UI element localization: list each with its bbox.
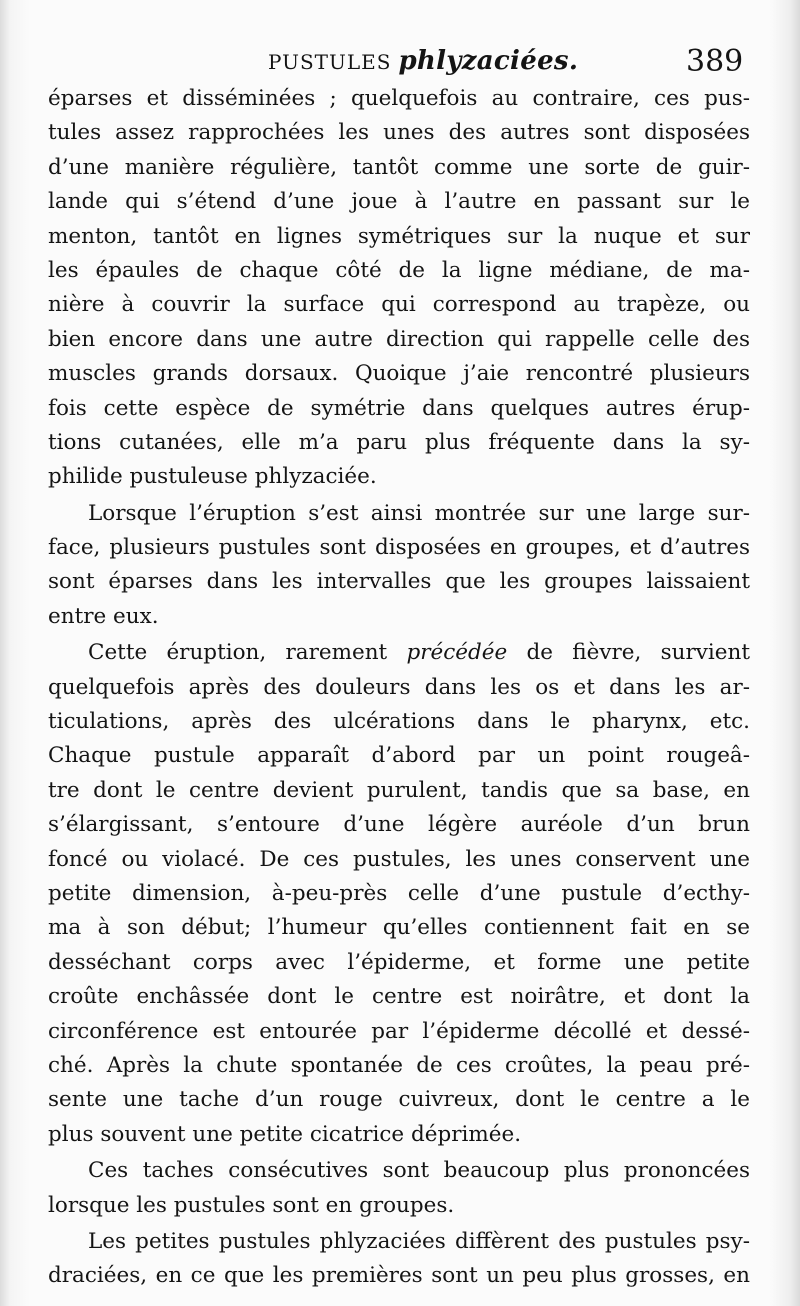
text-line: tules assez rapprochées les unes des autres sont disposées [48,120,750,146]
page-header [0,44,800,84]
text-line: fois cette espèce de symétrie dans quelques autres érup- [48,395,750,421]
text-line: nière à couvrir la surface qui correspond au trapèze, ou [48,292,750,318]
paragraph-first-line: Ces taches consécutives sont beaucoup plus prononcées [88,1158,750,1184]
text-line: tre dont le centre devient purulent, tandis que sa base, en [48,777,750,803]
text-line: face, plusieurs pustules sont disposées en groupes, et d’autres [48,535,750,561]
text-segment: Cette éruption, rarement [88,640,407,666]
page-number: 389 [686,44,744,79]
text-line: d’une manière régulière, tantôt comme une sorte de guir- [48,154,750,180]
text-line: bien encore dans une autre direction qui rappelle celle des [48,326,750,352]
text-line: éparses et disséminées ; quelquefois au contraire, ces pus- [48,86,750,111]
paragraph-last-line: philide pustuleuse phlyzaciée. [48,464,377,490]
body-text [48,82,750,1294]
text-line: muscles grands dorsaux. Quoique j’aie rencontré plusieurs [48,361,750,387]
text-line: draciées, en ce que les premières sont un peu plus grosses, en [48,1263,750,1289]
italic-word: précédée [406,640,508,666]
running-title-italic: phlyzaciées. [398,46,579,76]
text-line: desséchant corps avec l’épiderme, et forme une petite [48,949,750,975]
text-line: menton, tantôt en lignes symétriques sur la nuque et sur [48,223,750,249]
paragraph-first-line: Les petites pustules phlyzaciées diffèrent des pustules psy- [88,1228,750,1254]
text-segment: de fièvre, survient [507,640,750,666]
text-line: ticulations, après des ulcérations dans le pharynx, etc. [48,709,750,735]
running-title-caps: PUSTULES [268,50,392,74]
paragraph-last-line: plus souvent une petite cicatrice déprimée. [48,1121,522,1147]
text-line: lande qui s’étend d’une joue à l’autre en passant sur le [48,189,750,215]
paragraph-last-line: entre eux. [48,603,159,629]
text-line: sont éparses dans les intervalles que les groupes laissaient [48,569,750,595]
text-line: les épaules de chaque côté de la ligne médiane, de ma- [48,257,750,283]
text-line: petite dimension, à-peu-près celle d’une pustule d’ecthy- [48,880,750,906]
text-line: Chaque pustule apparaît d’abord par un point rougeâ- [48,743,750,769]
text-line: ché. Après la chute spontanée de ces croûtes, la peau pré- [48,1052,750,1078]
text-line: circonférence est entourée par l’épiderme décollé et dessé- [48,1018,750,1044]
text-line: tions cutanées, elle m’a paru plus fréquente dans la sy- [48,429,750,455]
text-line: s’élargissant, s’entoure d’une légère auréole d’un brun [48,812,750,838]
paragraph-first-line: Lorsque l’éruption s’est ainsi montrée sur une large sur- [88,500,750,526]
paragraph-first-line [48,636,750,670]
running-title [268,46,578,76]
text-line: ma à son début; l’humeur qu’elles contiennent fait en se [48,915,750,941]
text-line: sente une tache d’un rouge cuivreux, dont le centre a le [48,1087,750,1113]
text-line: quelquefois après des douleurs dans les os et dans les ar- [48,674,750,700]
paragraph-last-line: lorsque les pustules sont en groupes. [48,1192,455,1218]
text-line: foncé ou violacé. De ces pustules, les unes conservent une [48,846,750,872]
text-line: croûte enchâssée dont le centre est noirâtre, et dont la [48,984,750,1010]
